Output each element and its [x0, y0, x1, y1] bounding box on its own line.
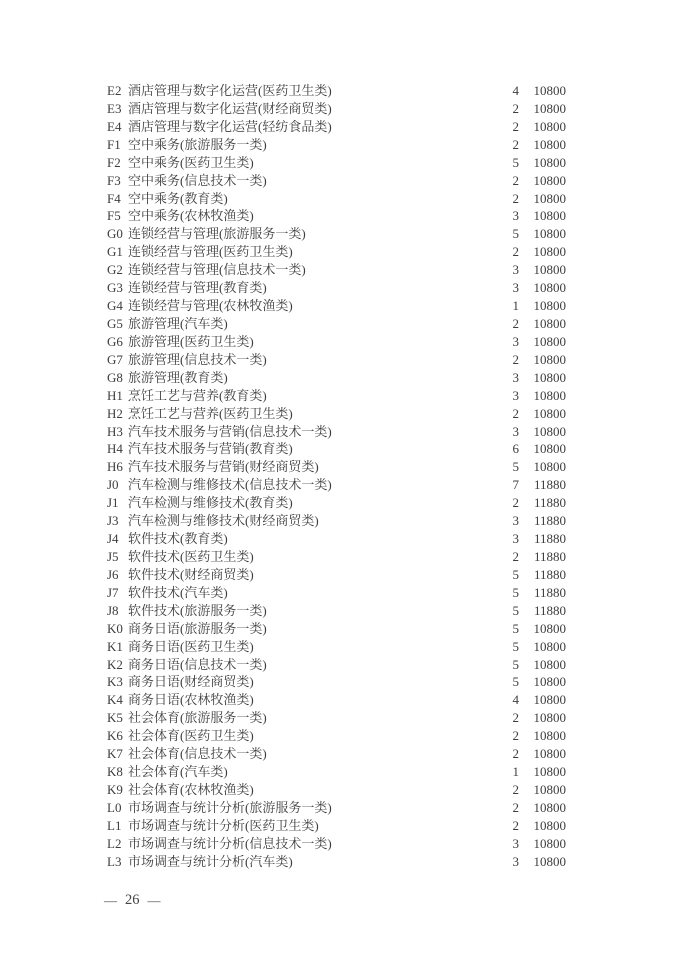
table-row: [107, 243, 566, 261]
plan-count: 5: [512, 602, 519, 618]
table-row: [107, 638, 566, 656]
tuition-fee: 10800: [533, 656, 566, 672]
program-name: 汽车技术服务与营销(财经商贸类): [128, 459, 319, 475]
tuition-fee: 11880: [533, 566, 566, 582]
plan-count: 5: [512, 566, 519, 582]
program-code: K6: [107, 728, 123, 744]
program-code: G0: [107, 226, 123, 242]
table-row: [107, 261, 566, 279]
tuition-fee: 10800: [533, 100, 566, 116]
plan-count: 2: [512, 781, 519, 797]
program-name: 旅游管理(信息技术一类): [128, 351, 267, 367]
table-row: [107, 387, 566, 405]
program-code: L3: [107, 853, 122, 869]
table-row: [107, 100, 566, 118]
program-code: J7: [107, 584, 119, 600]
plan-count: 2: [512, 746, 519, 762]
tuition-fee: 11880: [533, 584, 566, 600]
program-name: 汽车技术服务与营销(信息技术一类): [128, 423, 332, 439]
program-code: H2: [107, 405, 123, 421]
plan-count: 2: [512, 244, 519, 260]
table-row: [107, 763, 566, 781]
program-code: E3: [107, 100, 122, 116]
program-code: J3: [107, 513, 119, 529]
program-name: 连锁经营与管理(农林牧渔类): [128, 298, 293, 314]
program-name: 酒店管理与数字化运营(轻纺食品类): [128, 118, 332, 134]
program-code: K2: [107, 656, 123, 672]
program-name: 空中乘务(农林牧渔类): [128, 208, 254, 224]
program-name: 连锁经营与管理(医药卫生类): [128, 244, 293, 260]
program-name: 市场调查与统计分析(信息技术一类): [128, 835, 332, 851]
program-name: 旅游管理(教育类): [128, 369, 228, 385]
tuition-fee: 10800: [533, 405, 566, 421]
plan-count: 3: [512, 513, 519, 529]
plan-count: 2: [512, 100, 519, 116]
tuition-fee: 10800: [533, 280, 566, 296]
program-name: 空中乘务(医药卫生类): [128, 154, 254, 170]
tuition-fee: 11880: [533, 548, 566, 564]
tuition-fee: 10800: [533, 728, 566, 744]
plan-count: 3: [512, 853, 519, 869]
tuition-fee: 10800: [533, 746, 566, 762]
table-row: [107, 727, 566, 745]
tuition-fee: 10800: [533, 190, 566, 206]
program-code: L1: [107, 817, 122, 833]
table-row: [107, 673, 566, 691]
tuition-fee: 10800: [533, 423, 566, 439]
plan-count: 5: [512, 674, 519, 690]
table-row: [107, 405, 566, 423]
program-name: 酒店管理与数字化运营(财经商贸类): [128, 100, 332, 116]
plan-count: 5: [512, 620, 519, 636]
plan-count: 5: [512, 154, 519, 170]
tuition-fee: 10800: [533, 298, 566, 314]
table-row: [107, 440, 566, 458]
program-name: 商务日语(信息技术一类): [128, 656, 267, 672]
tuition-fee: 10800: [533, 853, 566, 869]
tuition-fee: 10800: [533, 817, 566, 833]
program-name: 软件技术(汽车类): [128, 584, 228, 600]
program-name: 软件技术(教育类): [128, 531, 228, 547]
plan-count: 2: [512, 118, 519, 134]
plan-count: 3: [512, 280, 519, 296]
tuition-fee: 10800: [533, 83, 566, 98]
table-row: [107, 351, 566, 369]
program-name: 商务日语(农林牧渔类): [128, 692, 254, 708]
program-code: H1: [107, 387, 123, 403]
table-row: [107, 835, 566, 853]
plan-count: 2: [512, 351, 519, 367]
tuition-fee: 10800: [533, 835, 566, 851]
program-name: 旅游管理(汽车类): [128, 315, 228, 331]
tuition-fee: 10800: [533, 459, 566, 475]
plan-count: 4: [512, 692, 519, 708]
program-code: G5: [107, 315, 123, 331]
table-row: [107, 817, 566, 835]
program-code: F4: [107, 190, 121, 206]
program-code: H4: [107, 441, 123, 457]
tuition-fee: 11880: [533, 513, 566, 529]
tuition-fee: 10800: [533, 118, 566, 134]
program-code: G3: [107, 280, 123, 296]
program-name: 汽车技术服务与营销(教育类): [128, 441, 293, 457]
table-row: [107, 476, 566, 494]
plan-count: 2: [512, 728, 519, 744]
table-row: [107, 781, 566, 799]
tuition-fee: 11880: [533, 477, 566, 493]
program-code: J1: [107, 495, 119, 511]
table-row: [107, 566, 566, 584]
program-code: H6: [107, 459, 123, 475]
program-name: 市场调查与统计分析(医药卫生类): [128, 817, 319, 833]
tuition-fee: 10800: [533, 244, 566, 260]
program-code: E2: [107, 83, 122, 98]
program-code: F5: [107, 208, 121, 224]
table-row: [107, 423, 566, 441]
program-name: 软件技术(旅游服务一类): [128, 602, 267, 618]
program-name: 汽车检测与维修技术(信息技术一类): [128, 477, 332, 493]
table-row: [107, 172, 566, 190]
plan-count: 3: [512, 369, 519, 385]
table-row: [107, 118, 566, 136]
table-row: [107, 82, 566, 100]
program-name: 空中乘务(信息技术一类): [128, 172, 267, 188]
tuition-fee: 10800: [533, 369, 566, 385]
program-code: G4: [107, 298, 123, 314]
program-name: 连锁经营与管理(信息技术一类): [128, 262, 306, 278]
program-name: 旅游管理(医药卫生类): [128, 333, 254, 349]
program-code: K8: [107, 764, 123, 780]
tuition-fee: 10800: [533, 226, 566, 242]
program-name: 汽车检测与维修技术(教育类): [128, 495, 293, 511]
program-name: 社会体育(医药卫生类): [128, 728, 254, 744]
program-code: J0: [107, 477, 119, 493]
tuition-fee: 10800: [533, 674, 566, 690]
plan-count: 1: [512, 298, 519, 314]
program-code: G6: [107, 333, 123, 349]
program-name: 市场调查与统计分析(旅游服务一类): [128, 799, 332, 815]
plan-count: 5: [512, 638, 519, 654]
plan-count: 4: [512, 83, 519, 98]
plan-count: 3: [512, 835, 519, 851]
program-name: 空中乘务(旅游服务一类): [128, 136, 267, 152]
tuition-fee: 10800: [533, 172, 566, 188]
plan-count: 2: [512, 495, 519, 511]
plan-count: 5: [512, 459, 519, 475]
tuition-fee: 11880: [533, 531, 566, 547]
program-name: 酒店管理与数字化运营(医药卫生类): [128, 83, 332, 98]
plan-count: 3: [512, 423, 519, 439]
plan-count: 5: [512, 584, 519, 600]
tuition-fee: 10800: [533, 387, 566, 403]
plan-count: 2: [512, 817, 519, 833]
program-code: E4: [107, 118, 122, 134]
table-row: [107, 656, 566, 674]
footer-right-dash: —: [147, 892, 161, 908]
table-row: [107, 548, 566, 566]
program-code: J4: [107, 531, 119, 547]
footer-left-dash: —: [104, 892, 117, 908]
program-name: 社会体育(旅游服务一类): [128, 710, 267, 726]
program-name: 社会体育(农林牧渔类): [128, 781, 254, 797]
plan-count: 2: [512, 799, 519, 815]
plan-count: 3: [512, 387, 519, 403]
tuition-fee: 10800: [533, 351, 566, 367]
program-name: 软件技术(医药卫生类): [128, 548, 254, 564]
program-code: K0: [107, 620, 123, 636]
program-code: K1: [107, 638, 123, 654]
table-row: [107, 136, 566, 154]
plan-count: 7: [512, 477, 519, 493]
tuition-fee: 10800: [533, 710, 566, 726]
table-row: [107, 154, 566, 172]
table-row: [107, 494, 566, 512]
plan-count: 6: [512, 441, 519, 457]
tuition-fee: 10800: [533, 638, 566, 654]
table-row: [107, 458, 566, 476]
plan-count: 3: [512, 208, 519, 224]
table-row: [107, 512, 566, 530]
program-name: 汽车检测与维修技术(财经商贸类): [128, 513, 319, 529]
program-name: 连锁经营与管理(教育类): [128, 280, 267, 296]
program-name: 烹饪工艺与营养(医药卫生类): [128, 405, 293, 421]
program-code: G1: [107, 244, 123, 260]
plan-count: 3: [512, 333, 519, 349]
tuition-fee: 10800: [533, 692, 566, 708]
table-row: [107, 853, 566, 871]
table-row: [107, 190, 566, 208]
program-table: [107, 82, 566, 871]
tuition-fee: 11880: [533, 602, 566, 618]
table-row: [107, 584, 566, 602]
program-name: 空中乘务(教育类): [128, 190, 228, 206]
program-code: K9: [107, 781, 123, 797]
program-code: K4: [107, 692, 123, 708]
plan-count: 5: [512, 226, 519, 242]
table-row: [107, 745, 566, 763]
page-number: 26: [125, 892, 140, 908]
plan-count: 1: [512, 764, 519, 780]
program-name: 社会体育(汽车类): [128, 764, 228, 780]
tuition-fee: 11880: [533, 495, 566, 511]
table-row: [107, 333, 566, 351]
program-code: K5: [107, 710, 123, 726]
table-row: [107, 691, 566, 709]
program-name: 商务日语(医药卫生类): [128, 638, 254, 654]
program-code: F1: [107, 136, 121, 152]
program-name: 连锁经营与管理(旅游服务一类): [128, 226, 306, 242]
program-code: F3: [107, 172, 121, 188]
tuition-fee: 10800: [533, 764, 566, 780]
table-row: [107, 207, 566, 225]
tuition-fee: 10800: [533, 333, 566, 349]
table-row: [107, 315, 566, 333]
tuition-fee: 10800: [533, 208, 566, 224]
tuition-fee: 10800: [533, 136, 566, 152]
tuition-fee: 10800: [533, 441, 566, 457]
program-name: 市场调查与统计分析(汽车类): [128, 853, 293, 869]
program-code: F2: [107, 154, 121, 170]
program-code: J5: [107, 548, 119, 564]
tuition-fee: 10800: [533, 620, 566, 636]
table-row: [107, 297, 566, 315]
program-code: J6: [107, 566, 119, 582]
plan-count: 2: [512, 190, 519, 206]
table-row: [107, 620, 566, 638]
program-code: G7: [107, 351, 123, 367]
tuition-fee: 10800: [533, 262, 566, 278]
plan-count: 3: [512, 262, 519, 278]
tuition-fee: 10800: [533, 154, 566, 170]
program-code: G8: [107, 369, 123, 385]
plan-count: 2: [512, 136, 519, 152]
program-code: K3: [107, 674, 123, 690]
page-footer: [104, 892, 161, 909]
plan-count: 2: [512, 315, 519, 331]
program-name: 商务日语(财经商贸类): [128, 674, 254, 690]
table-row: [107, 225, 566, 243]
tuition-fee: 10800: [533, 781, 566, 797]
program-code: K7: [107, 746, 123, 762]
plan-count: 2: [512, 548, 519, 564]
program-name: 软件技术(财经商贸类): [128, 566, 254, 582]
plan-count: 3: [512, 531, 519, 547]
table-row: [107, 530, 566, 548]
program-name: 烹饪工艺与营养(教育类): [128, 387, 267, 403]
program-code: L2: [107, 835, 122, 851]
table-row: [107, 799, 566, 817]
program-code: J8: [107, 602, 119, 618]
table-row: [107, 602, 566, 620]
program-name: 商务日语(旅游服务一类): [128, 620, 267, 636]
program-code: G2: [107, 262, 123, 278]
program-code: L0: [107, 799, 122, 815]
plan-count: 2: [512, 405, 519, 421]
program-code: H3: [107, 423, 123, 439]
plan-count: 5: [512, 656, 519, 672]
plan-count: 2: [512, 172, 519, 188]
tuition-fee: 10800: [533, 799, 566, 815]
program-name: 社会体育(信息技术一类): [128, 746, 267, 762]
plan-count: 2: [512, 710, 519, 726]
tuition-fee: 10800: [533, 315, 566, 331]
table-row: [107, 369, 566, 387]
table-row: [107, 709, 566, 727]
table-row: [107, 279, 566, 297]
